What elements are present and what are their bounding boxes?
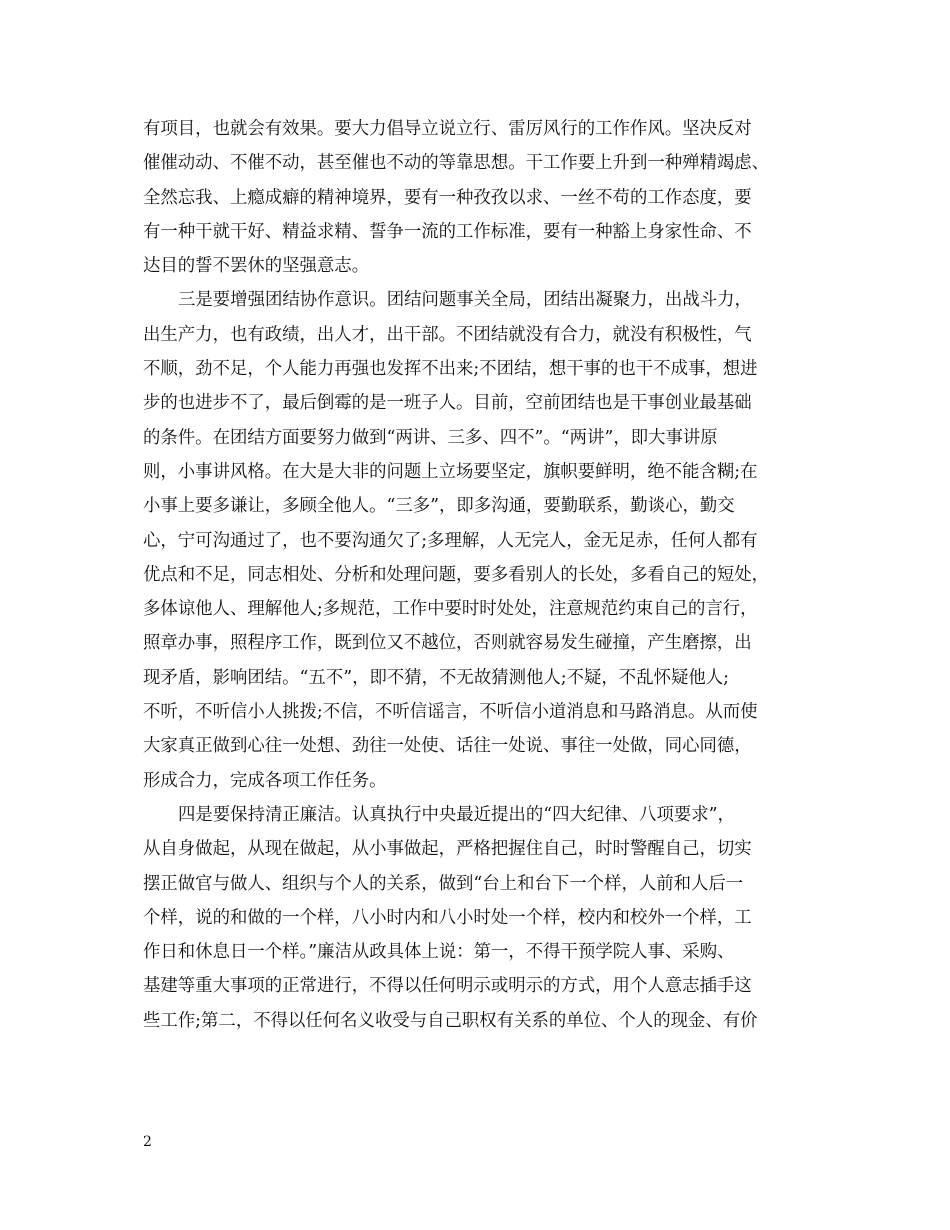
text-line: 不听，不听信小人挑拨;不信，不听信谣言，不听信小道消息和马路消息。从而使 <box>143 702 758 723</box>
text-line: 形成合力，完成各项工作任务。 <box>143 770 387 791</box>
text-line: 出生产力，也有政绩，出人才，出干部。不团结就没有合力，就没有积极性，气 <box>143 324 752 345</box>
page-number: 2 <box>143 1134 152 1150</box>
text-line: 些工作;第二，不得以任何名义收受与自己职权有关系的单位、个人的现金、有价 <box>143 1010 758 1031</box>
text-line: 有一种干就干好、精益求精、誓争一流的工作标准，要有一种豁上身家性命、不 <box>143 221 752 242</box>
text-line: 步的也进步不了，最后倒霉的是一班子人。目前，空前团结也是干事创业最基础 <box>143 393 752 414</box>
text-line: 个样，说的和做的一个样，八小时内和八小时处一个样，校内和校外一个样，工 <box>143 907 752 928</box>
text-line: 有项目，也就会有效果。要大力倡导立说立行、雷厉风行的工作作风。坚决反对 <box>143 119 752 139</box>
text-line: 小事上要多谦让，多顾全他人。“三多”，即多沟通，要勤联系，勤谈心，勤交 <box>143 496 735 517</box>
text-line: 全然忘我、上瘾成癖的精神境界，要有一种孜孜以求、一丝不苟的工作态度，要 <box>143 187 752 208</box>
text-line: 摆正做官与做人、组织与个人的关系，做到“台上和台下一个样，人前和人后一 <box>143 873 744 894</box>
text-line: 从自身做起，从现在做起，从小事做起，严格把握住自己，时时警醒自己，切实 <box>143 839 752 860</box>
text-line: 作日和休息日一个样。”廉洁从政具体上说：第一，不得干预学院人事、采购、 <box>143 942 735 963</box>
text-line: 大家真正做到心往一处想、劲往一处使、话往一处说、事往一处做，同心同德， <box>143 736 752 757</box>
text-line: 现矛盾，影响团结。“五不”，即不猜，不无故猜测他人;不疑，不乱怀疑他人; <box>143 667 730 688</box>
text-line: 三是要增强团结协作意识。团结问题事关全局，团结出凝聚力，出战斗力， <box>178 290 752 311</box>
body-text <box>143 112 823 1038</box>
text-line: 不顺，劲不足，个人能力再强也发挥不出来;不团结，想干事的也干不成事，想进 <box>143 359 758 380</box>
text-line: 的条件。在团结方面要努力做到“两讲、三多、四不”。“两讲”，即大事讲原 <box>143 427 718 448</box>
text-line: 达目的誓不罢休的坚强意志。 <box>143 256 370 277</box>
text-line: 则，小事讲风格。在大是大非的问题上立场要坚定，旗帜要鲜明，绝不能含糊;在 <box>143 461 758 482</box>
text-line: 多体谅他人、理解他人;多规范，工作中要时时处处，注意规范约束自己的言行， <box>143 599 758 620</box>
text-line: 心，宁可沟通过了，也不要沟通欠了;多理解，人无完人，金无足赤，任何人都有 <box>143 530 758 551</box>
text-line: 催催动动、不催不动，甚至催也不动的等靠思想。干工作要上升到一种殚精竭虑、 <box>143 153 770 174</box>
text-line: 四是要保持清正廉洁。认真执行中央最近提出的“四大纪律、八项要求”， <box>178 804 735 825</box>
text-line: 基建等重大事项的正常进行，不得以任何明示或明示的方式，用个人意志插手这 <box>143 976 752 997</box>
text-line: 优点和不足，同志相处、分析和处理问题，要多看别人的长处，多看自己的短处， <box>143 564 770 585</box>
text-line: 照章办事，照程序工作，既到位又不越位，否则就容易发生碰撞，产生磨擦，出 <box>143 633 752 654</box>
